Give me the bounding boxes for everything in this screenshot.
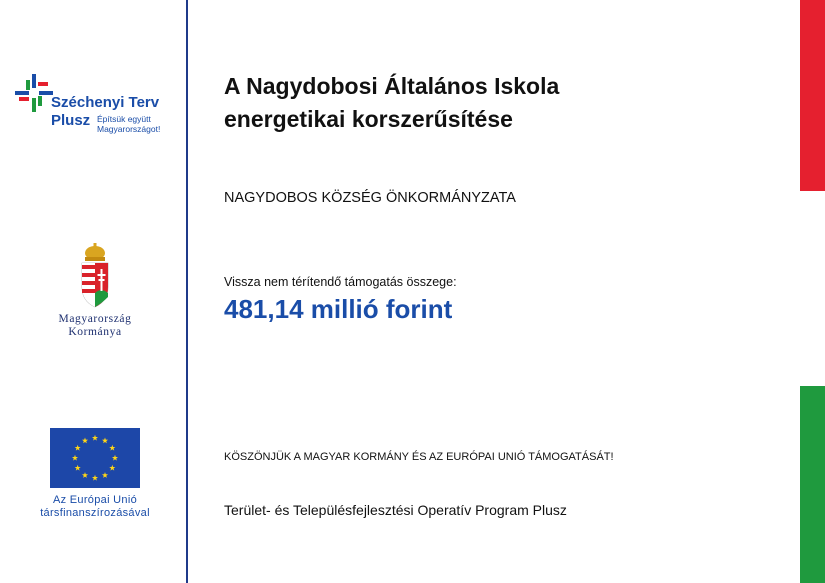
szechenyi-title: Széchenyi Terv [51, 94, 160, 111]
beneficiary-name: NAGYDOBOS KÖZSÉG ÖNKORMÁNYZATA [224, 190, 516, 206]
government-line-1: Magyarország [58, 313, 132, 325]
logo-sidebar [0, 0, 186, 583]
szechenyi-tagline-2: Magyarországot! [97, 124, 161, 134]
project-title [224, 70, 784, 136]
eu-line-2: társfinanszírozásával [40, 507, 150, 519]
program-name: Terület- és Településfejlesztési Operatív Program Plusz [224, 502, 567, 518]
project-title-line-2: energetikai korszerűsítése [224, 106, 513, 132]
szechenyi-cross-icon [15, 74, 53, 112]
szechenyi-terv-logo [15, 72, 180, 142]
flag-stripe-red [800, 0, 825, 191]
project-info [224, 0, 784, 583]
szechenyi-tagline [97, 114, 187, 134]
flag-stripe-green [800, 386, 825, 583]
eu-cofinanced-text [20, 494, 170, 520]
szechenyi-tagline-1: Építsük együtt [97, 114, 151, 124]
project-title-line-1: A Nagydobosi Általános Iskola [224, 73, 560, 99]
thanks-message: KÖSZÖNJÜK A MAGYAR KORMÁNY ÉS AZ EURÓPAI UNIÓ TÁMOGATÁSÁT! [224, 451, 614, 463]
hungarian-coat-of-arms-icon [78, 243, 112, 309]
eu-logo [20, 428, 170, 528]
grant-amount: 481,14 millió forint [224, 294, 453, 324]
szechenyi-plus: Plusz [51, 112, 91, 129]
vertical-divider [186, 0, 188, 583]
government-logo [30, 243, 160, 343]
grant-label: Vissza nem térítendő támogatás összege: [224, 275, 457, 289]
flag-stripe-white [800, 191, 825, 386]
eu-line-1: Az Európai Unió [53, 494, 137, 506]
government-line-2: Kormánya [68, 326, 122, 338]
eu-flag-icon [50, 428, 140, 488]
